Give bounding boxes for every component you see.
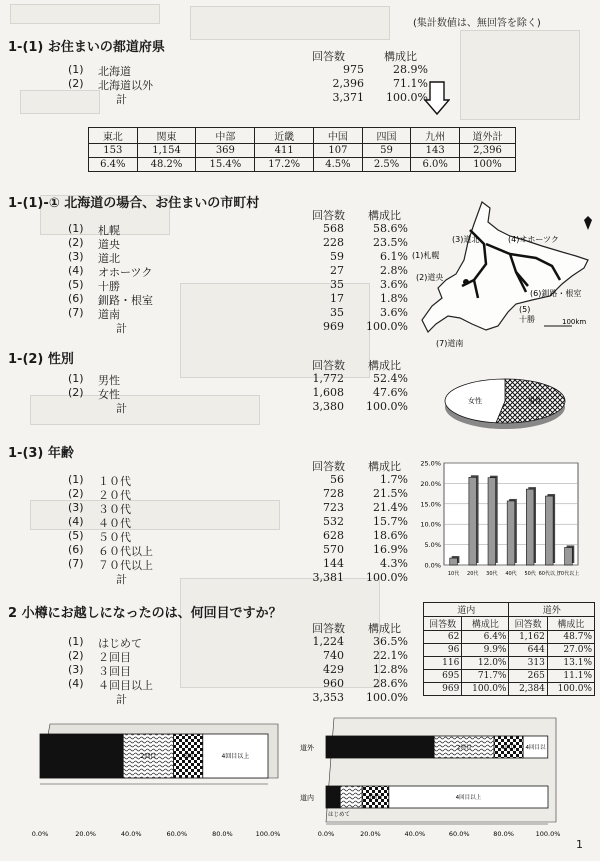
row-count: 35 — [330, 278, 344, 291]
pie-label-male: 男性 — [528, 397, 542, 405]
out-ratio: 27.0% — [547, 644, 594, 657]
table-row — [68, 236, 448, 250]
row-ratio: 100.0% — [366, 571, 408, 584]
row-count: 3,353 — [312, 691, 344, 704]
region-count: 153 — [89, 144, 138, 158]
x-tick-label: 60.0% — [448, 830, 470, 838]
x-tick-label: 0.0% — [317, 830, 335, 838]
row-number: (2) — [68, 386, 84, 399]
region-count: 59 — [362, 144, 411, 158]
out-ratio: 100.0% — [547, 683, 594, 696]
row-count: 3,371 — [332, 91, 364, 104]
map-label-donan: (7)道南 — [436, 339, 464, 348]
bar — [507, 501, 515, 565]
table-row-total — [424, 683, 595, 696]
region-name: 四国 — [362, 128, 411, 144]
bar — [450, 558, 458, 565]
row-count: 228 — [323, 236, 344, 249]
col-header-count: 回答数 — [424, 617, 462, 631]
hokkaido-table — [68, 207, 448, 337]
table-row — [68, 222, 448, 236]
x-tick-label: 40代 — [505, 571, 517, 577]
in-count: 969 — [424, 683, 462, 696]
row-number: (1) — [68, 372, 84, 385]
x-tick-label: 100.0% — [535, 830, 561, 838]
table-row — [68, 487, 448, 501]
table-row — [68, 529, 448, 543]
region-ratio-row — [89, 158, 516, 172]
region-ratio: 17.2% — [255, 158, 314, 172]
table-row — [68, 306, 448, 320]
hokkaido-map — [412, 200, 598, 352]
row-ratio: 16.9% — [373, 543, 408, 556]
row-ratio: 1.7% — [380, 473, 408, 486]
col-header-ratio: 構成比 — [368, 359, 401, 372]
row-ratio: 21.5% — [373, 487, 408, 500]
row-ratio: 71.1% — [393, 77, 428, 90]
row-count: 723 — [323, 501, 344, 514]
region-ratio: 4.5% — [314, 158, 363, 172]
bar-segment — [326, 786, 340, 808]
row-ratio: 23.5% — [373, 236, 408, 249]
region-ratio: 48.2% — [137, 158, 196, 172]
map-label-tokachi: 十勝 — [519, 315, 535, 324]
visits-split-table — [423, 602, 595, 696]
y-tick-label: 20.0% — [420, 479, 441, 488]
row-ratio: 28.6% — [373, 677, 408, 690]
row-count: 568 — [323, 222, 344, 235]
region-name: 中部 — [196, 128, 255, 144]
row-label: １０代 — [98, 475, 131, 488]
segment-label: 3回目 — [368, 795, 383, 801]
region-count: 411 — [255, 144, 314, 158]
table-row — [424, 644, 595, 657]
x-tick-label: 40.0% — [404, 830, 426, 838]
region-name: 道外計 — [459, 128, 515, 144]
row-label: 道央 — [98, 238, 120, 251]
row-count: 17 — [330, 292, 344, 305]
row-label: 釧路・根室 — [98, 294, 153, 307]
row-label: 計 — [116, 322, 127, 335]
col-header-ratio: 構成比 — [547, 617, 594, 631]
row-ratio: 2.8% — [380, 264, 408, 277]
table-row — [68, 63, 448, 77]
out-ratio: 13.1% — [547, 657, 594, 670]
bar-segment — [40, 734, 123, 778]
row-label: ２０代 — [98, 489, 131, 502]
row-ratio: 6.1% — [380, 250, 408, 263]
segment-label: 4回目以 — [525, 745, 546, 751]
row-label: ３回目 — [98, 665, 131, 678]
row-count: 27 — [330, 264, 344, 277]
map-label-tokachi-num: (5) — [519, 305, 531, 314]
y-tick-label: 5.0% — [424, 541, 441, 550]
row-ratio: 4.3% — [380, 557, 408, 570]
row-number: (1) — [68, 63, 84, 76]
row-label: 女性 — [98, 388, 120, 401]
row-number: (2) — [68, 649, 84, 662]
age-bar-chart — [412, 455, 584, 587]
in-ratio: 12.0% — [462, 657, 509, 670]
row-count: 975 — [343, 63, 364, 76]
row-label: 計 — [116, 573, 127, 586]
visits-split-stacked-chart — [300, 712, 562, 842]
north-arrow-icon — [584, 216, 592, 230]
row-label: はじめて — [98, 637, 142, 650]
row-count: 628 — [323, 529, 344, 542]
row-ratio: 100.0% — [366, 400, 408, 413]
x-tick-label: 50代 — [524, 571, 536, 577]
bar — [545, 496, 553, 565]
row-count: 56 — [330, 473, 344, 486]
x-tick-label: 0.0% — [31, 830, 49, 838]
row-label: 道北 — [98, 252, 120, 265]
bar-segment — [326, 736, 434, 758]
out-count: 1,162 — [509, 631, 547, 644]
row-label: 計 — [116, 693, 127, 706]
row-number: (1) — [68, 635, 84, 648]
in-count: 116 — [424, 657, 462, 670]
residence-table — [68, 48, 448, 108]
row-label: 計 — [116, 93, 127, 106]
map-scale-label: 100km — [562, 318, 587, 326]
table-row — [68, 77, 448, 91]
table-row — [68, 557, 448, 571]
row-number: (1) — [68, 473, 84, 486]
segment-label: 4回目以上 — [455, 795, 482, 801]
row-number: (1) — [68, 222, 84, 235]
row-label: ６０代以上 — [98, 545, 153, 558]
row-count: 3,380 — [312, 400, 344, 413]
row-label: 男性 — [98, 374, 120, 387]
row-number: (3) — [68, 663, 84, 676]
table-row — [68, 515, 448, 529]
row-label: ２回目 — [98, 651, 131, 664]
table-row-total — [68, 91, 448, 105]
row-count: 1,608 — [312, 386, 344, 399]
row-count: 144 — [323, 557, 344, 570]
section-title-visits: 2 小樽にお越しになったのは、何回目ですか？ — [8, 606, 282, 621]
row-label: ４回目以上 — [98, 679, 153, 692]
row-count: 59 — [330, 250, 344, 263]
x-tick-label: 40.0% — [120, 830, 142, 838]
page-number: 1 — [576, 838, 583, 851]
col-header-count: 回答数 — [312, 460, 345, 473]
col-header-count: 回答数 — [312, 209, 345, 222]
out-ratio: 48.7% — [547, 631, 594, 644]
pie-label-female: 女性 — [468, 397, 482, 405]
category-label: 道外 — [300, 744, 314, 752]
out-ratio: 11.1% — [547, 670, 594, 683]
bar — [526, 489, 534, 565]
table-row-total — [68, 320, 448, 334]
table-row — [424, 631, 595, 644]
region-count: 369 — [196, 144, 255, 158]
row-ratio: 21.4% — [373, 501, 408, 514]
row-number: (2) — [68, 487, 84, 500]
row-label: ４０代 — [98, 517, 131, 530]
region-name: 九州 — [411, 128, 460, 144]
x-tick-label: 10代 — [447, 571, 460, 577]
y-tick-label: 15.0% — [420, 500, 441, 509]
row-count: 740 — [323, 649, 344, 662]
y-tick-label: 0.0% — [424, 561, 441, 570]
row-label: 北海道 — [98, 65, 131, 78]
row-ratio: 36.5% — [373, 635, 408, 648]
arrow-down-icon — [424, 80, 450, 116]
region-count: 1,154 — [137, 144, 196, 158]
x-tick-label: 70代以上 — [557, 571, 580, 577]
in-count: 96 — [424, 644, 462, 657]
row-count: 3,381 — [312, 571, 344, 584]
bar-segment — [340, 786, 362, 808]
segment-label: 4回目以上 — [221, 753, 250, 760]
region-name: 関東 — [137, 128, 196, 144]
split-header-row — [424, 617, 595, 631]
region-count: 107 — [314, 144, 363, 158]
segment-label: 3回 — [183, 753, 194, 760]
row-number: (5) — [68, 529, 84, 542]
row-ratio: 18.6% — [373, 529, 408, 542]
col-header-ratio: 構成比 — [384, 50, 417, 63]
region-name: 近畿 — [255, 128, 314, 144]
row-number: (7) — [68, 557, 84, 570]
row-ratio: 1.8% — [380, 292, 408, 305]
row-label: 十勝 — [98, 280, 120, 293]
x-tick-label: 20.0% — [360, 830, 381, 838]
row-count: 429 — [323, 663, 344, 676]
in-ratio: 9.9% — [462, 644, 509, 657]
category-label: 道内 — [300, 794, 314, 802]
row-label: 計 — [116, 402, 127, 415]
col-header-count: 回答数 — [312, 622, 345, 635]
row-number: (4) — [68, 677, 84, 690]
row-ratio: 100.0% — [386, 91, 428, 104]
col-header-ratio: 構成比 — [368, 209, 401, 222]
segment-label: 3回目 — [501, 745, 516, 751]
y-tick-label: 10.0% — [420, 520, 441, 529]
group-header-in: 道内 — [424, 603, 509, 617]
row-label: オホーツク — [98, 266, 153, 279]
row-ratio: 3.6% — [380, 306, 408, 319]
table-row — [68, 649, 448, 663]
in-count: 695 — [424, 670, 462, 683]
row-label: ５０代 — [98, 531, 131, 544]
row-count: 532 — [323, 515, 344, 528]
table-row-total — [68, 691, 448, 705]
region-ratio: 6.0% — [411, 158, 460, 172]
segment-label: はじめて — [328, 812, 351, 818]
visits-total-stacked-chart — [26, 712, 288, 842]
section-title-hokkaido: 1-(1)-① 北海道の場合、お住まいの市町村 — [8, 196, 260, 211]
row-label: ３０代 — [98, 503, 131, 516]
visits-table — [68, 620, 448, 710]
region-count: 143 — [411, 144, 460, 158]
map-label-kushiro: (6)釧路・根室 — [530, 289, 582, 298]
table-row — [424, 657, 595, 670]
note-text: (集計数値は、無回答を除く) — [413, 18, 541, 29]
gender-pie-chart — [440, 375, 570, 435]
region-name: 東北 — [89, 128, 138, 144]
gender-table — [68, 357, 448, 417]
row-ratio: 52.4% — [373, 372, 408, 385]
col-header-ratio: 構成比 — [368, 460, 401, 473]
section-title-gender: 1-(2) 性別 — [8, 352, 74, 367]
row-label: 札幌 — [98, 224, 120, 237]
region-ratio: 6.4% — [89, 158, 138, 172]
region-ratio: 100% — [459, 158, 515, 172]
row-number: (4) — [68, 515, 84, 528]
row-number: (3) — [68, 501, 84, 514]
row-number: (6) — [68, 292, 84, 305]
row-number: (7) — [68, 306, 84, 319]
x-tick-label: 80.0% — [493, 830, 514, 838]
x-tick-label: 20代 — [467, 571, 479, 577]
table-row-total — [68, 400, 448, 414]
row-ratio: 12.8% — [373, 663, 408, 676]
region-ratio: 2.5% — [362, 158, 411, 172]
row-count: 2,396 — [332, 77, 364, 90]
col-header-count: 回答数 — [312, 50, 345, 63]
row-number: (4) — [68, 264, 84, 277]
row-ratio: 100.0% — [366, 320, 408, 333]
row-count: 570 — [323, 543, 344, 556]
segment-label: 2回目 — [140, 753, 157, 760]
row-ratio: 28.9% — [393, 63, 428, 76]
table-row — [68, 501, 448, 515]
bar — [488, 478, 496, 565]
row-label: ７０代以上 — [98, 559, 153, 572]
region-ratio: 15.4% — [196, 158, 255, 172]
row-number: (5) — [68, 278, 84, 291]
map-label-doo: (2)道央 — [416, 273, 444, 282]
group-header-out: 道外 — [509, 603, 595, 617]
region-table — [88, 127, 516, 172]
row-label: 北海道以外 — [98, 79, 153, 92]
y-tick-label: 25.0% — [420, 459, 441, 468]
row-number: (2) — [68, 236, 84, 249]
map-outline — [422, 202, 588, 332]
age-table — [68, 458, 448, 588]
table-row — [68, 292, 448, 306]
bar — [565, 547, 573, 565]
col-header-count: 回答数 — [312, 359, 345, 372]
table-row — [68, 264, 448, 278]
out-count: 313 — [509, 657, 547, 670]
segment-label: 2回目 — [456, 745, 472, 751]
map-label-sapporo: (1)札幌 — [412, 251, 440, 260]
col-header-count: 回答数 — [509, 617, 547, 631]
region-count-row — [89, 144, 516, 158]
table-row — [68, 663, 448, 677]
x-tick-label: 30代 — [486, 571, 498, 577]
split-group-row — [424, 603, 595, 617]
section-title-age: 1-(3) 年齢 — [8, 446, 74, 461]
out-count: 2,384 — [509, 683, 547, 696]
table-row — [68, 250, 448, 264]
sapporo-marker — [463, 279, 469, 285]
table-row — [68, 635, 448, 649]
col-header-ratio: 構成比 — [368, 622, 401, 635]
x-tick-label: 60代以上 — [538, 571, 560, 577]
row-count: 1,772 — [312, 372, 344, 385]
row-count: 728 — [323, 487, 344, 500]
row-ratio: 22.1% — [373, 649, 408, 662]
table-row — [68, 386, 448, 400]
bleed-through-box — [190, 6, 390, 40]
table-row — [68, 677, 448, 691]
table-row — [68, 543, 448, 557]
row-number: (6) — [68, 543, 84, 556]
table-row — [68, 372, 448, 386]
section-title-residence: 1-(1) お住まいの都道府県 — [8, 40, 165, 55]
table-row — [68, 278, 448, 292]
table-row-total — [68, 571, 448, 585]
row-ratio: 47.6% — [373, 386, 408, 399]
x-tick-label: 80.0% — [212, 830, 233, 838]
row-number: (3) — [68, 250, 84, 263]
x-tick-label: 60.0% — [166, 830, 188, 838]
table-row — [68, 473, 448, 487]
in-ratio: 71.7% — [462, 670, 509, 683]
region-name: 中国 — [314, 128, 363, 144]
col-header-ratio: 構成比 — [462, 617, 509, 631]
row-number: (2) — [68, 77, 84, 90]
out-count: 265 — [509, 670, 547, 683]
region-count: 2,396 — [459, 144, 515, 158]
map-label-dohoku: (3)道北 — [452, 235, 480, 244]
region-header-row — [89, 128, 516, 144]
bleed-through-box — [10, 4, 160, 24]
bar — [469, 477, 477, 565]
row-count: 35 — [330, 306, 344, 319]
out-count: 644 — [509, 644, 547, 657]
row-ratio: 100.0% — [366, 691, 408, 704]
table-row — [424, 670, 595, 683]
x-tick-label: 20.0% — [75, 830, 96, 838]
row-ratio: 15.7% — [373, 515, 408, 528]
row-label: 道南 — [98, 308, 120, 321]
in-ratio: 6.4% — [462, 631, 509, 644]
map-label-okhotsk: (4)オホーツク — [508, 235, 559, 244]
row-ratio: 3.6% — [380, 278, 408, 291]
in-count: 62 — [424, 631, 462, 644]
row-ratio: 58.6% — [373, 222, 408, 235]
x-tick-label: 100.0% — [255, 830, 281, 838]
bleed-through-box — [460, 30, 580, 120]
row-count: 969 — [323, 320, 344, 333]
in-ratio: 100.0% — [462, 683, 509, 696]
row-count: 1,224 — [312, 635, 344, 648]
row-count: 960 — [323, 677, 344, 690]
